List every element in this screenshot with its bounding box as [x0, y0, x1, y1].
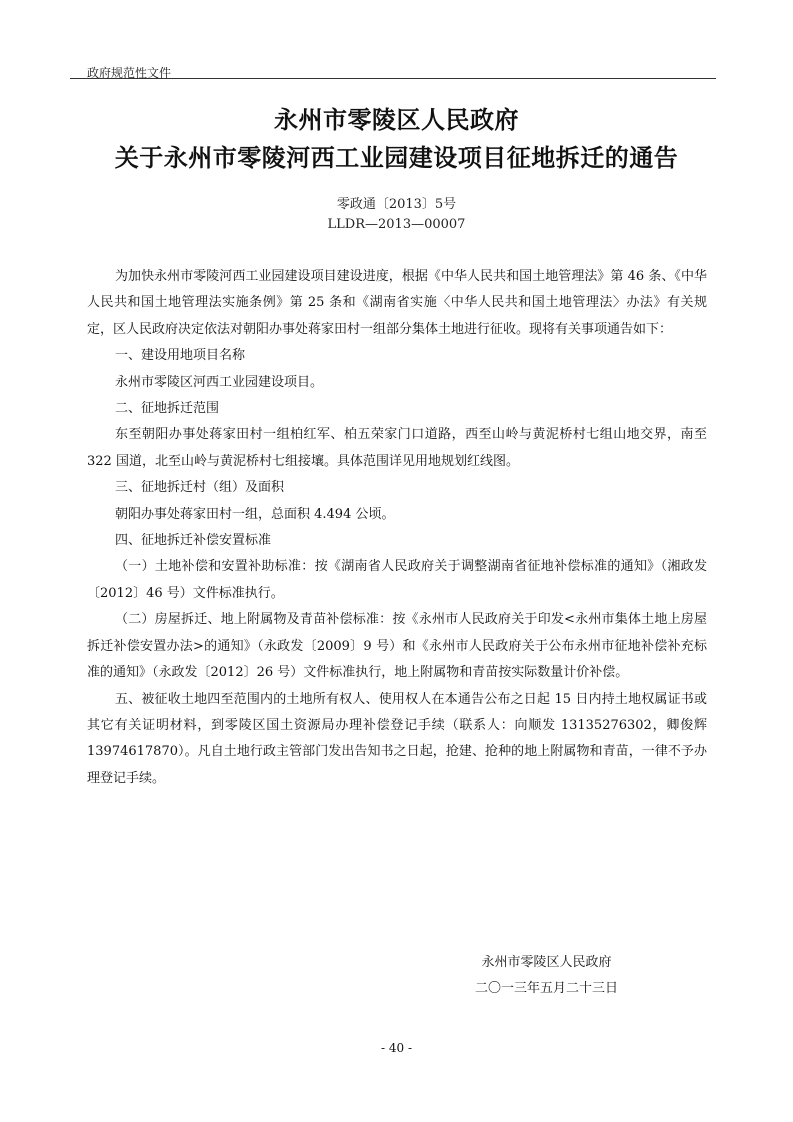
section-2-heading: 二、征地拆迁范围 [115, 401, 220, 417]
section-3-heading: 三、征地拆迁村（组）及面积 [115, 480, 285, 496]
section-4-item-1: （一）土地补偿和安置补助标准：按《湖南省人民政府关于调整湖南省征地补偿标准的通知》（湘政发〔2012〕46 号）文件标准执行。 [87, 559, 707, 601]
document-number: 零政通〔2013〕5号 [336, 197, 457, 212]
registration-number: LLDR—2013—00007 [327, 217, 466, 232]
section-3-text: 朝阳办事处蒋家田村一组，总面积 4.494 公顷。 [115, 506, 395, 522]
issue-date: 二〇一三年五月二十三日 [474, 981, 618, 996]
section-2-text: 东至朝阳办事处蒋家田村一组柏红军、柏五荣家门口道路，西至山岭与黄泥桥村七组山地交界，南至 322 国道，北至山岭与黄泥桥村七组接壤。具体范围详见用地规划红线图。 [87, 427, 707, 469]
section-5-text: 五、被征收土地四至范围内的土地所有权人、使用权人在本通告公布之日起 15 日内持土地权属证书或其它有关证明材料，到零陵区国土资源局办理补偿登记手续（联系人：向顺发 13135276302，卿俊辉 13974617870）。凡自土地行政主管部门发出告知书之日起，抢建、抢种的地上附属物和青苗，一律不予办理登记手续。 [87, 691, 707, 786]
document-title-issuer: 永州市零陵区人民政府 [274, 105, 519, 134]
section-1-text: 永州市零陵区河西工业园建设项目。 [115, 374, 324, 390]
document-body [87, 264, 707, 792]
section-4-item-2: （二）房屋拆迁、地上附属物及青苗补偿标准：按《永州市人民政府关于印发<永州市集体土地上房屋拆迁补偿安置办法>的通知》（永政发〔2009〕9 号）和《永州市人民政府关于公布永州市征地补偿补充标准的通知》（永政发〔2012〕26 号）文件标准执行，地上附属物和青苗按实际数量计价补偿。 [87, 612, 707, 681]
intro-paragraph: 为加快永州市零陵河西工业园建设项目建设进度，根据《中华人民共和国土地管理法》第 46 条、《中华人民共和国土地管理法实施条例》第 25 条和《湖南省实施〈中华人民共和国土地管理法〉办法》有关规定，区人民政府决定依法对朝阳办事处蒋家田村一组部分集体土地进行征收。现将有关事项通告如下： [87, 269, 707, 337]
document-title-subject: 关于永州市零陵河西工业园建设项目征地拆迁的通告 [114, 143, 679, 172]
issuing-authority: 永州市零陵区人民政府 [481, 955, 612, 970]
document-category-label: 政府规范性文件 [87, 66, 172, 80]
header-divider [70, 78, 716, 79]
section-1-heading: 一、建设用地项目名称 [115, 348, 246, 364]
section-4-heading: 四、征地拆迁补偿安置标准 [115, 533, 272, 549]
signature-block [475, 950, 618, 1002]
page-number: - 40 - [380, 1041, 412, 1055]
